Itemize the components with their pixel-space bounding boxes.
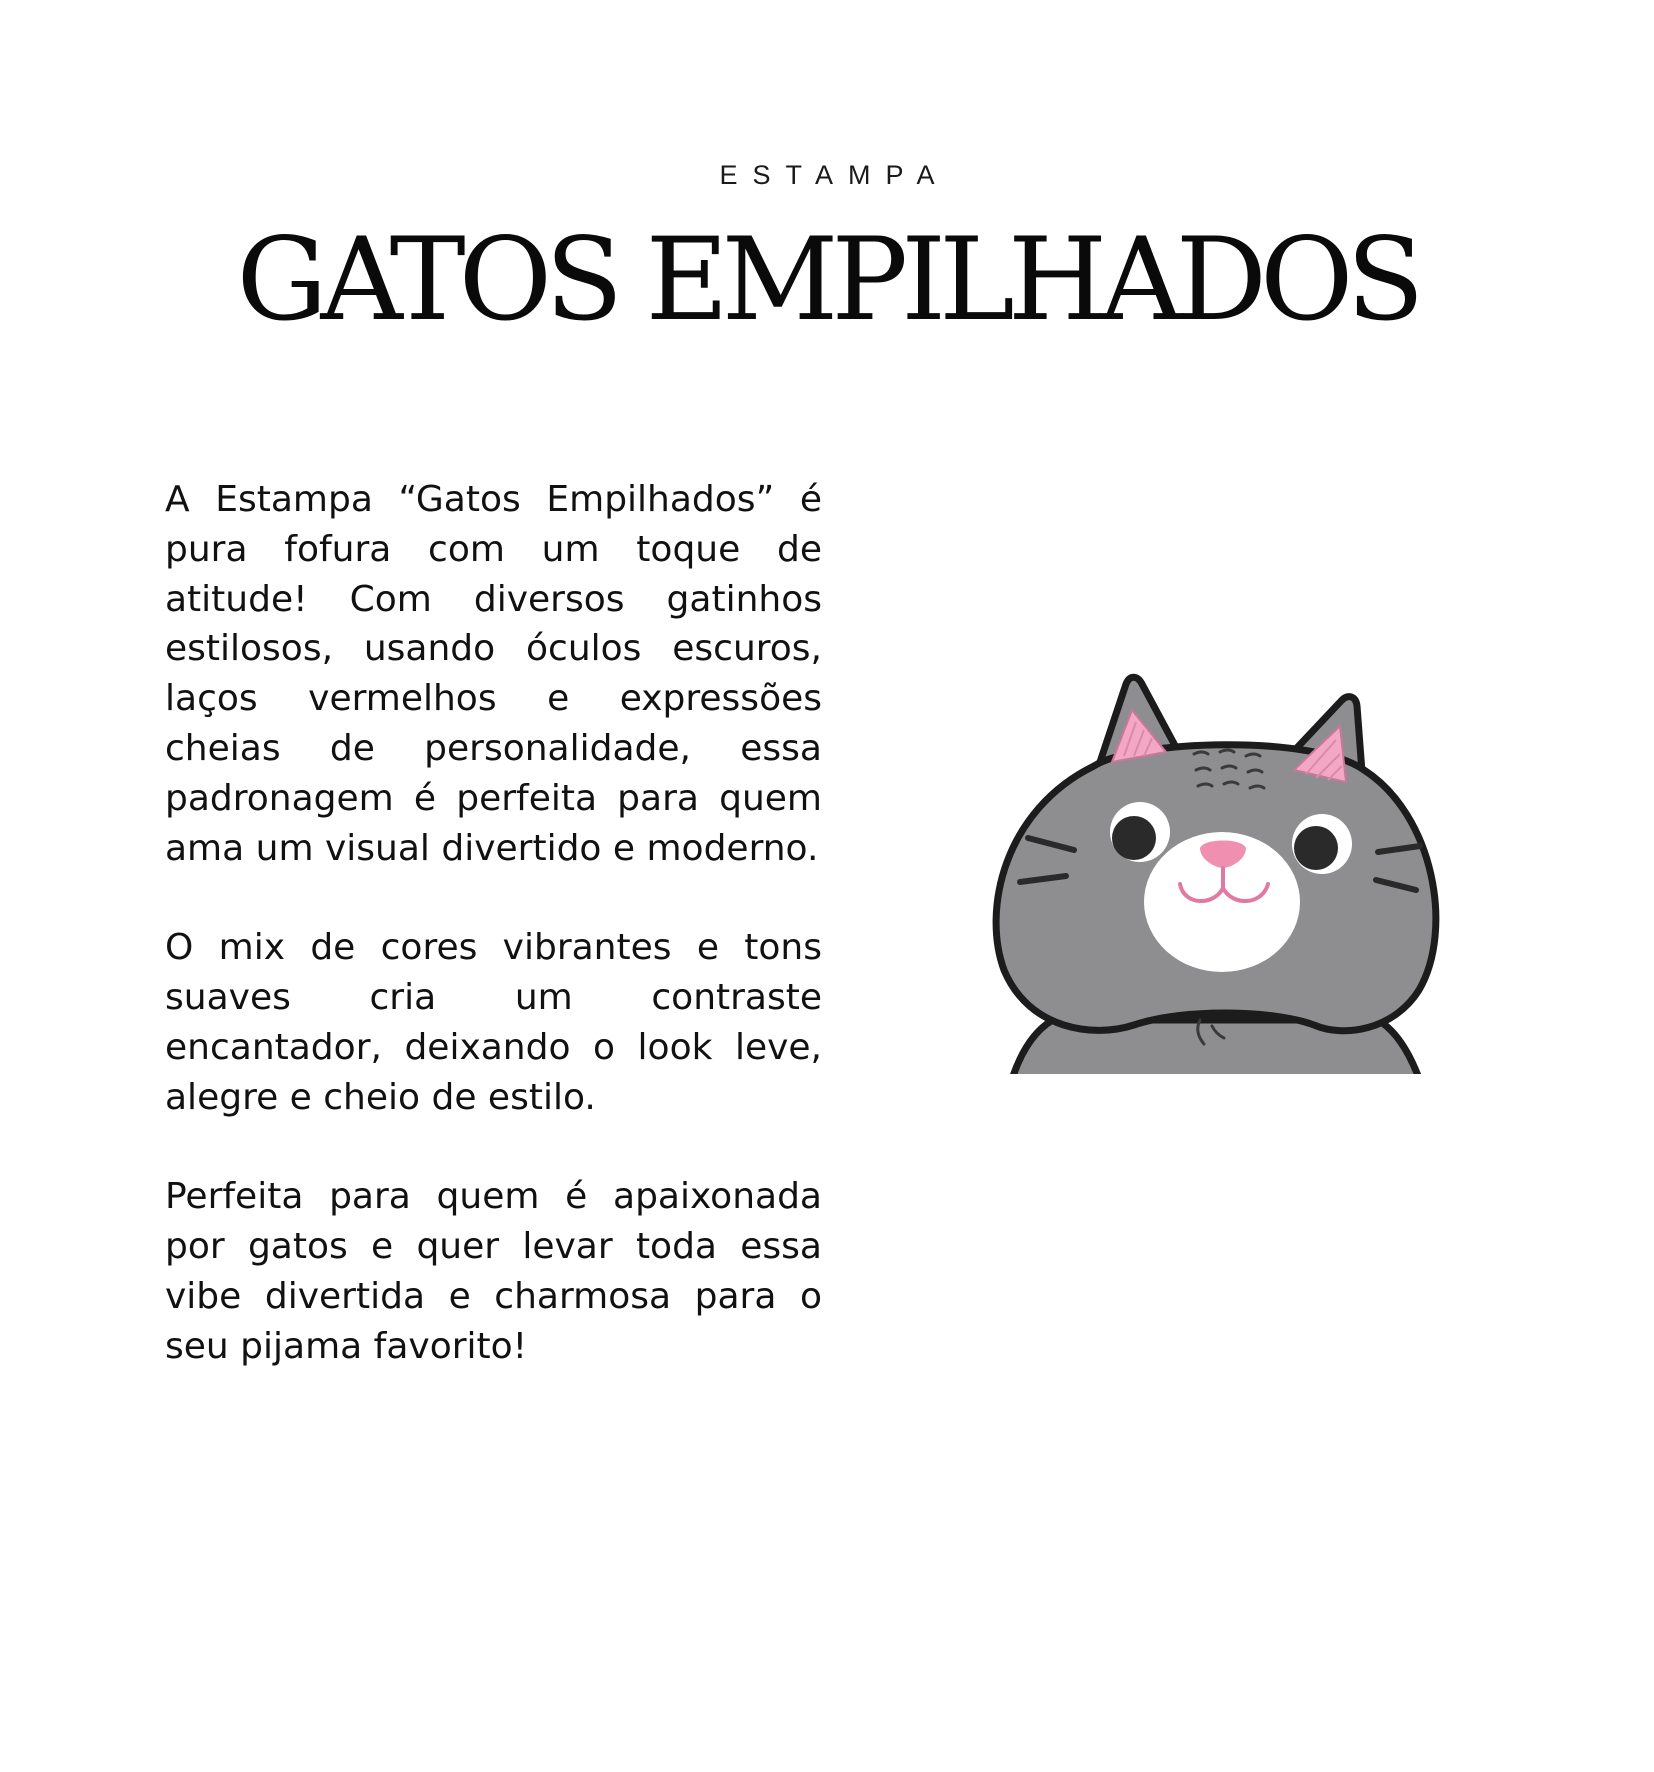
eyebrow-label: ESTAMPA: [719, 160, 950, 190]
cat-right-eye: [1294, 826, 1338, 870]
cat-illustration: [984, 670, 1464, 1090]
cat-left-eye: [1112, 816, 1156, 860]
description-paragraph: A Estampa “Gatos Empilhados” é pura fofura com um toque de atitude! Com diversos gatinhos estilosos, usando óculos escuros, laços vermelhos e expressões cheias de personalidade, essa padronagem é perfeita para quem ama um visual divertido e moderno.: [165, 479, 822, 869]
description-block: [165, 475, 822, 1421]
description-paragraph: Perfeita para quem é apaixonada por gatos e quer levar toda essa vibe divertida e charmosa para o seu pijama favorito!: [165, 1176, 822, 1367]
page-title: GATOS EMPILHADOS: [236, 213, 1418, 346]
description-paragraph: O mix de cores vibrantes e tons suaves cria um contraste encantador, deixando o look leve, alegre e cheio de estilo.: [165, 927, 822, 1118]
